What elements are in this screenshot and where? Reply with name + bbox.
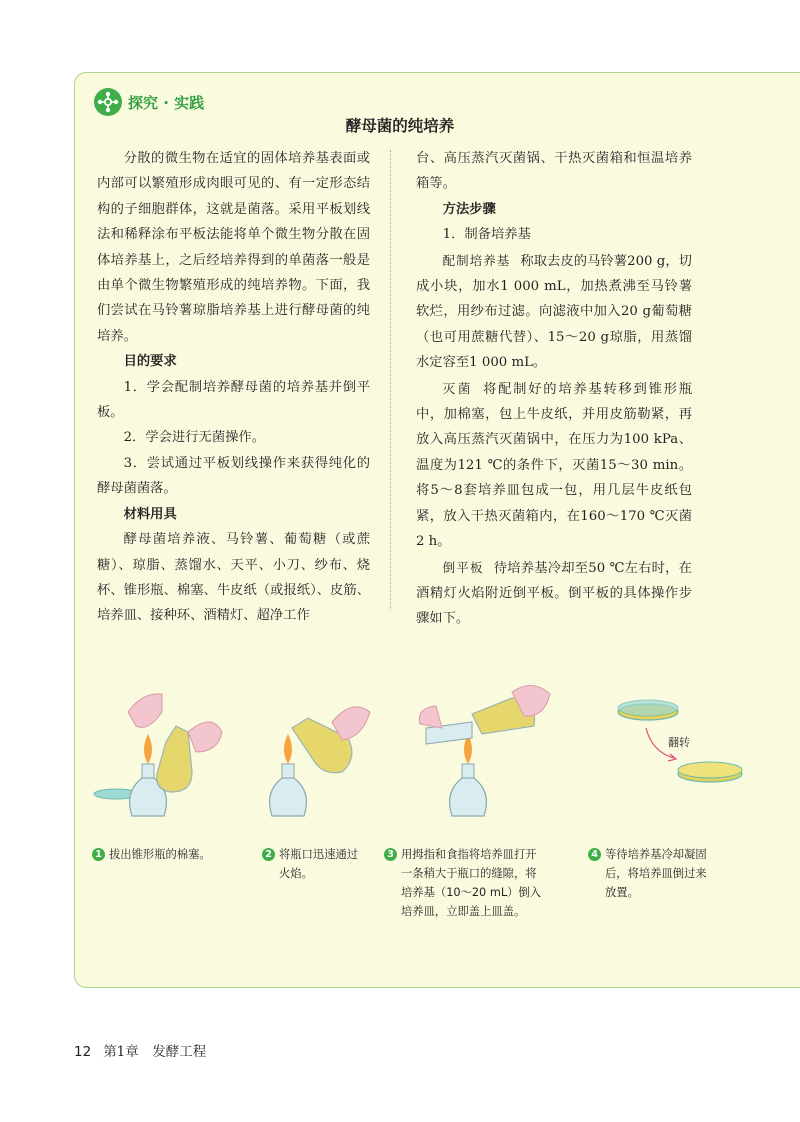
flame-icon <box>144 734 152 764</box>
step-heading: 1．制备培养基 <box>442 227 531 243</box>
caption-line: 放置。 <box>605 886 639 899</box>
step4-illustration <box>618 700 742 782</box>
alcohol-lamp-icon <box>450 778 487 816</box>
step3-illustration <box>419 685 550 816</box>
page-title: 酵母菌的纯培养 <box>345 117 455 135</box>
left-column <box>97 146 370 629</box>
flask-icon <box>157 726 192 792</box>
materials-paragraph: 酵母菌培养液、马铃薯、葡萄糖（或蔗糖）、琼脂、蒸馏水、天平、小刀、纱布、烧杯、锥形瓶、棉塞、牛皮纸（或报纸）、皮筋、培养皿、接种环、酒精灯、超净工作 <box>97 532 370 624</box>
method-heading: 方法步骤 <box>442 201 496 217</box>
sterilization-paragraph <box>416 376 692 555</box>
caption-line: 用拇指和食指将培养皿打开 <box>401 848 537 861</box>
hand-icon <box>419 706 442 728</box>
prep-paragraph <box>416 248 692 376</box>
hand-icon <box>128 694 162 728</box>
goal-item: 1．学会配制培养酵母菌的培养基并倒平板。 <box>97 379 370 421</box>
materials-continued: 台、高压蒸汽灭菌锅、干热灭菌箱和恒温培养箱等。 <box>416 151 692 192</box>
column-divider <box>390 150 391 610</box>
prep-keyword: 配制培养基 <box>442 252 511 268</box>
goal-item: 2．学会进行无菌操作。 <box>123 430 266 446</box>
step-number-badge: 4 <box>588 848 601 861</box>
pour-keyword: 倒平板 <box>442 559 484 575</box>
molecule-icon <box>94 88 122 116</box>
right-column <box>416 146 692 632</box>
alcohol-lamp-icon <box>270 778 307 816</box>
goals-heading: 目的要求 <box>123 354 177 370</box>
caption-line: 火焰。 <box>279 867 313 880</box>
section-tag-label: 探究 · 实践 <box>128 93 205 112</box>
caption-line: 后，将培养皿倒过来 <box>605 867 707 880</box>
page-footer <box>74 1040 206 1060</box>
materials-heading: 材料用具 <box>123 506 177 522</box>
prep-text: 称取去皮的马铃薯200 g，切成小块，加水1 000 mL，加热煮沸至马铃薯软烂，用纱布过滤。向滤液中加入20 g葡萄糖（也可用蔗糖代替）、15～20 g琼脂，用蒸馏水定容至1 000 mL。 <box>416 253 692 371</box>
pour-paragraph <box>416 555 692 632</box>
figure-caption-2 <box>262 845 382 883</box>
page-number: 12 <box>74 1044 92 1060</box>
step-number-badge: 1 <box>92 848 105 861</box>
sterilization-keyword: 灭菌 <box>442 380 474 396</box>
step-number-badge: 3 <box>384 848 397 861</box>
sterilization-text: 将配制好的培养基转移到锥形瓶中，加棉塞，包上牛皮纸，并用皮筋勒紧，再放入高压蒸汽灭菌锅中，在压力为100 kPa、温度为121 ℃的条件下，灭菌15～30 min。将5～8套培养皿包成一包，用几层牛皮纸包紧，放入干热灭菌箱内，在160～170 ℃灭菌2 h。 <box>416 381 692 550</box>
caption-line: 培养基（10～20 mL）倒入 <box>401 886 542 899</box>
caption-line: 培养皿，立即盖上皿盖。 <box>401 905 526 918</box>
pour-text: 待培养基冷却至50 ℃左右时，在酒精灯火焰附近倒平板。倒平板的具体操作步骤如下。 <box>416 560 692 627</box>
figure-caption-4 <box>588 845 738 902</box>
goal-item: 3．尝试通过平板划线操作来获得纯化的酵母菌菌落。 <box>97 455 370 497</box>
hand-icon <box>188 722 222 752</box>
caption-line: 等待培养基冷却凝固 <box>605 848 707 861</box>
caption-line: 一条稍大于瓶口的缝隙，将 <box>401 867 537 880</box>
figure-caption-3 <box>384 845 584 921</box>
step1-illustration <box>94 694 222 816</box>
step-number-badge: 2 <box>262 848 275 861</box>
intro-paragraph: 分散的微生物在适宜的固体培养基表面或内部可以繁殖形成肉眼可见的、有一定形态结构的子细胞群体，这就是菌落。采用平板划线法和稀释涂布平板法能将单个微生物分散在固体培养基上，之后经培养得到的单菌落一般是由单个微生物繁殖形成的纯培养物。下面，我们尝试在马铃薯琼脂培养基上进行酵母菌的纯培养。 <box>97 151 370 344</box>
chapter-label: 第1章 发酵工程 <box>103 1044 207 1060</box>
flame-icon <box>284 734 292 764</box>
caption-line: 将瓶口迅速通过 <box>279 848 359 861</box>
section-tag <box>94 88 204 116</box>
step2-illustration <box>270 707 370 816</box>
flip-label: 翻转 <box>668 736 690 749</box>
plate-pouring-illustration <box>92 672 792 832</box>
caption-line: 拔出锥形瓶的棉塞。 <box>109 848 211 861</box>
figure-caption-1 <box>92 845 252 864</box>
